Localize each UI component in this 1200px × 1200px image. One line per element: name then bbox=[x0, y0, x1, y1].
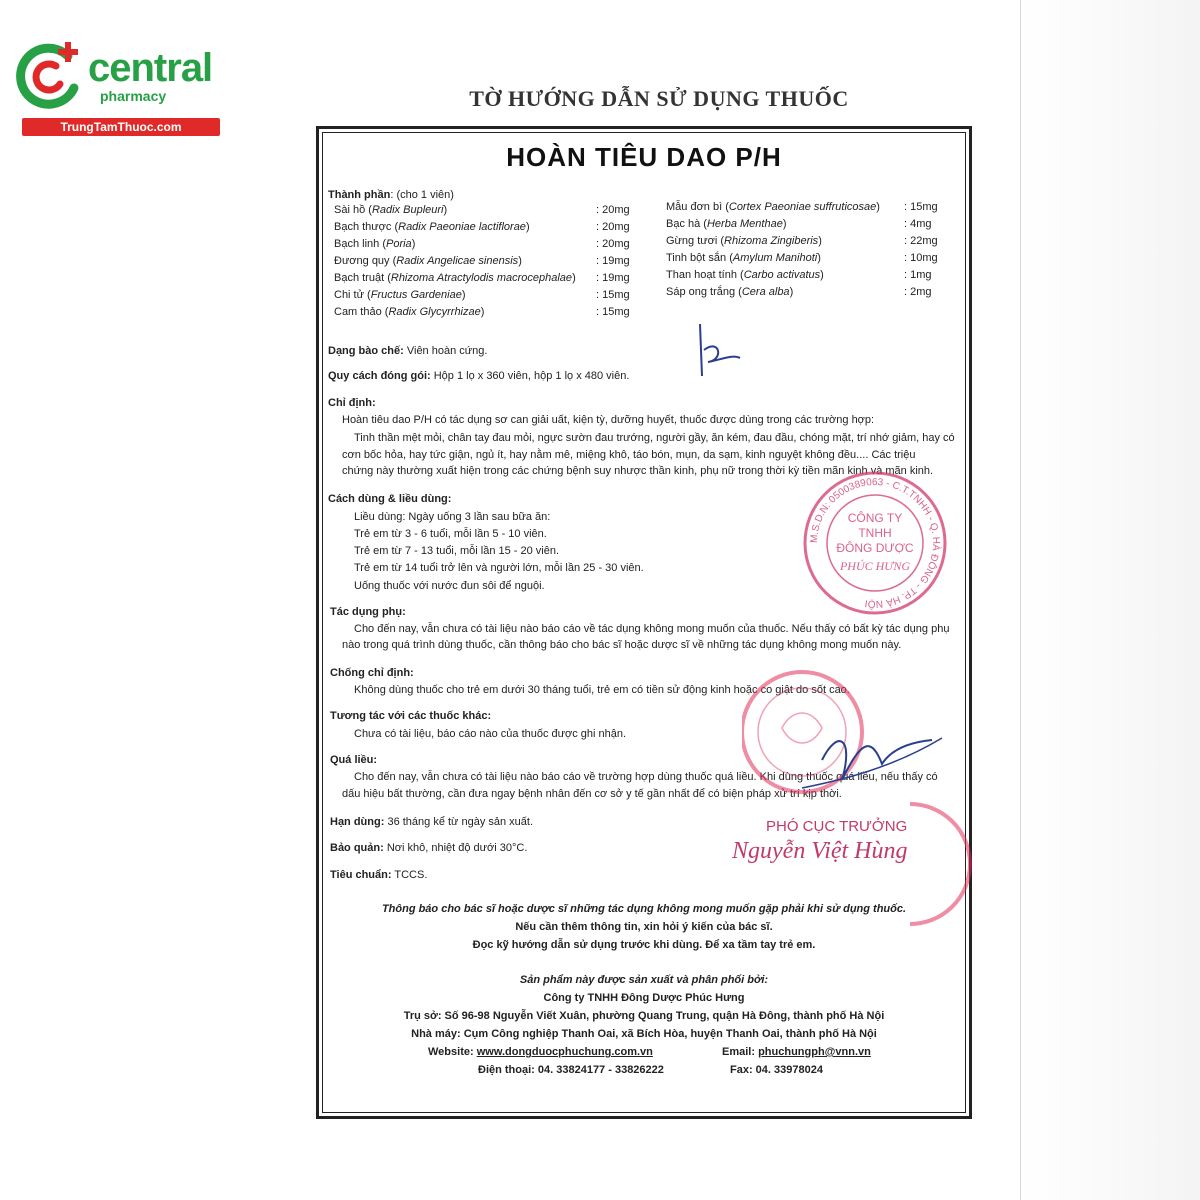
ingredient-row: Tinh bột sắn (Amylum Manihoti) bbox=[666, 252, 821, 264]
dosage-form-label: Dạng bào chế: bbox=[328, 345, 404, 357]
ingredient-name: Cam thảo bbox=[334, 306, 382, 318]
email-row bbox=[722, 1045, 871, 1059]
approval-signature-name: Nguyễn Việt Hùng bbox=[732, 838, 908, 864]
side-effects-line-2: nào trong quá trình dùng thuốc, cần thông báo cho bác sĩ hoặc dược sĩ về những tác dụng không mong muốn này. bbox=[342, 639, 902, 651]
ingredient-row: Gừng tươi (Rhizoma Zingiberis) bbox=[666, 235, 822, 247]
manufacturer-company: Công ty TNHH Đông Dược Phúc Hưng bbox=[543, 992, 745, 1004]
ingredient-row: Bạch truật (Rhizoma Atractylodis macrocephalae) bbox=[334, 272, 576, 284]
usage-item-5: Uống thuốc với nước đun sôi để nguội. bbox=[354, 580, 545, 592]
email-label: Email: bbox=[722, 1046, 756, 1058]
contraindications-label: Chống chỉ định: bbox=[330, 667, 414, 679]
ingredient-latin: Herba Menthae bbox=[706, 218, 783, 230]
phone-text: Điện thoại: 04. 33824177 - 33826222 bbox=[478, 1064, 664, 1076]
usage-item-1: Liều dùng: Ngày uống 3 lần sau bữa ăn: bbox=[354, 511, 551, 523]
ingredient-name: Sáp ong trắng bbox=[666, 286, 736, 298]
brand-name: central bbox=[88, 46, 213, 90]
ingredient-latin: Radix Angelicae sinensis bbox=[396, 255, 519, 267]
initial-mark-icon bbox=[690, 320, 750, 380]
indications-line-4: chứng này thường xuất hiện trong các chứng bệnh suy nhược thần kinh, phụ nữ trong thời kỳ tiền mãn kinh và mãn kinh. bbox=[342, 465, 934, 477]
ingredient-latin: Radix Bupleuri bbox=[371, 204, 444, 216]
ingredient-name: Bạc hà bbox=[666, 218, 701, 230]
composition-label: Thành phần bbox=[328, 189, 391, 201]
ingredient-row: Than hoạt tính (Carbo activatus) bbox=[666, 269, 824, 281]
overdose-label: Quá liều: bbox=[330, 754, 378, 766]
usage-item-2: Trẻ em từ 3 - 6 tuổi, mỗi lần 5 - 10 viên. bbox=[354, 528, 547, 540]
company-stamp bbox=[802, 470, 948, 616]
indications-line-3: cơn bốc hỏa, hay tức giận, ngủ ít, hay nằm mê, miệng khô, táo bón, mụn, da sạm, kinh nguyệt không đều.... Các triệu bbox=[342, 449, 916, 461]
interactions-label: Tương tác với các thuốc khác: bbox=[330, 710, 492, 722]
ingredient-name: Gừng tươi bbox=[666, 235, 718, 247]
ingredient-name: Chi tử bbox=[334, 289, 364, 301]
ingredient-row: Sài hồ (Radix Bupleuri) bbox=[334, 204, 448, 216]
standard-label: Tiêu chuẩn: bbox=[330, 869, 392, 881]
stamp-center-1: CÔNG TY bbox=[847, 511, 903, 525]
ingredient-latin: Radix Glycyrrhizae bbox=[388, 306, 481, 318]
fax-text: Fax: 04. 33978024 bbox=[730, 1064, 823, 1076]
manufacturer-intro: Sản phẩm này được sản xuất và phân phối bởi: bbox=[519, 974, 769, 986]
ingredient-dose: : 20mg bbox=[596, 221, 630, 233]
storage-row bbox=[330, 841, 527, 855]
website-link[interactable]: www.dongduocphuchung.com.vn bbox=[476, 1046, 653, 1058]
ingredient-latin: Cera alba bbox=[741, 286, 790, 298]
indications-line-1: Hoàn tiêu dao P/H có tác dụng sơ can giải uất, kiện tỳ, dưỡng huyết, thuốc được dùng trong các trường hợp: bbox=[342, 414, 875, 426]
packaging-row bbox=[328, 369, 629, 383]
ingredient-latin: Poria bbox=[386, 238, 412, 250]
indications-line-2: Tinh thần mệt mỏi, chân tay đau mỏi, ngực sườn đau trướng, người gầy, ăn kém, đau đầu, chóng mặt, trí nhớ giảm, hay có bbox=[354, 432, 955, 444]
ingredient-dose: : 10mg bbox=[904, 252, 938, 264]
storage-label: Bảo quản: bbox=[330, 842, 384, 854]
notice-line-3: Đọc kỹ hướng dẫn sử dụng trước khi dùng. Để xa tầm tay trẻ em. bbox=[472, 939, 816, 951]
approval-title: PHÓ CỤC TRƯỞNG bbox=[766, 818, 908, 835]
brand-subtitle: pharmacy bbox=[100, 88, 167, 104]
shelf-life-label: Hạn dùng: bbox=[330, 816, 385, 828]
document-title: TỜ HƯỚNG DẪN SỬ DỤNG THUỐC bbox=[469, 86, 849, 111]
side-effects-line-1: Cho đến nay, vẫn chưa có tài liệu nào báo cáo về tác dụng không mong muốn của thuốc. Nếu thấy có bất kỳ tác dụng phụ bbox=[354, 623, 950, 635]
ingredient-row: Bạch linh (Poria) bbox=[334, 238, 416, 250]
ingredient-dose: : 20mg bbox=[596, 204, 630, 216]
ingredient-latin: Fructus Gardeniae bbox=[370, 289, 462, 301]
overdose-line-1: Cho đến nay, vẫn chưa có tài liệu nào báo cáo về trường hợp dùng thuốc quá liều. Khi dùng thuốc quá liều, nếu thấy có bbox=[354, 771, 938, 783]
ingredient-row: Bạc hà (Herba Menthae) bbox=[666, 218, 787, 230]
composition-note: : (cho 1 viên) bbox=[390, 189, 454, 201]
brand-url[interactable]: TrungTamThuoc.com bbox=[22, 118, 220, 136]
interactions-value: Chưa có tài liệu, báo cáo nào của thuốc được ghi nhận. bbox=[354, 728, 627, 740]
standard-value: TCCS. bbox=[394, 869, 428, 881]
product-title: HOÀN TIÊU DAO P/H bbox=[506, 142, 782, 172]
packaging-label: Quy cách đóng gói: bbox=[328, 370, 431, 382]
ingredient-dose: : 2mg bbox=[904, 286, 932, 298]
contraindications-value: Không dùng thuốc cho trẻ em dưới 30 tháng tuổi, trẻ em có tiền sử động kinh hoặc co giật do sốt cao. bbox=[354, 684, 850, 696]
ingredient-row: Sáp ong trắng (Cera alba) bbox=[666, 286, 794, 298]
ingredient-dose: : 19mg bbox=[596, 272, 630, 284]
standard-row bbox=[330, 868, 427, 882]
ingredient-name: Đương quy bbox=[334, 255, 390, 267]
stamp-center-4: PHÚC HƯNG bbox=[839, 559, 911, 573]
shelf-life-row bbox=[330, 815, 533, 829]
ingredient-row: Bạch thược (Radix Paeoniae lactiflorae) bbox=[334, 221, 530, 233]
ingredient-dose: : 22mg bbox=[904, 235, 938, 247]
ingredient-name: Bạch truật bbox=[334, 272, 385, 284]
ingredient-row: Cam thảo (Radix Glycyrrhizae) bbox=[334, 306, 485, 318]
page-edge-line bbox=[1020, 0, 1021, 1200]
ingredient-dose: : 19mg bbox=[596, 255, 630, 267]
ingredient-dose: : 15mg bbox=[596, 289, 630, 301]
website-label: Website: bbox=[428, 1046, 474, 1058]
packaging-value: Hộp 1 lọ x 360 viên, hộp 1 lọ x 480 viên. bbox=[433, 370, 630, 382]
ingredient-row: Chi tử (Fructus Gardeniae) bbox=[334, 289, 466, 301]
approval-seal bbox=[742, 668, 982, 938]
manufacturer-office: Trụ sở: Số 96-98 Nguyễn Viết Xuân, phường Quang Trung, quận Hà Đông, thành phố Hà Nội bbox=[403, 1010, 885, 1022]
stamp-center-2: TNHH bbox=[858, 526, 892, 540]
ingredient-latin: Cortex Paeoniae suffruticosae bbox=[728, 201, 877, 213]
ingredient-dose: : 15mg bbox=[904, 201, 938, 213]
side-effects-label: Tác dụng phụ: bbox=[330, 606, 406, 618]
ingredient-latin: Rhizoma Zingiberis bbox=[724, 235, 819, 247]
ingredient-name: Bạch thược bbox=[334, 221, 392, 233]
ingredient-dose: : 4mg bbox=[904, 218, 932, 230]
stamp-ring-text: M.S.D.N: 0500389063 - C.T.TNHH - Q. HÀ ĐÔNG - TP. HÀ NỘI bbox=[808, 476, 942, 610]
ingredient-name: Tinh bột sắn bbox=[666, 252, 727, 264]
ingredient-name: Mẫu đơn bì bbox=[666, 201, 723, 213]
ingredient-name: Sài hồ bbox=[334, 204, 366, 216]
ingredient-name: Bạch linh bbox=[334, 238, 380, 250]
ingredient-name: Than hoạt tính bbox=[666, 269, 737, 281]
indications-label: Chỉ định: bbox=[328, 397, 376, 409]
dosage-form-value: Viên hoàn cứng. bbox=[406, 345, 488, 357]
stamp-center-3: ĐÔNG DƯỢC bbox=[836, 541, 914, 555]
ingredient-dose: : 20mg bbox=[596, 238, 630, 250]
ingredient-row: Đương quy (Radix Angelicae sinensis) bbox=[334, 255, 522, 267]
ingredient-latin: Carbo activatus bbox=[743, 269, 821, 281]
notice-line-2: Nếu cần thêm thông tin, xin hỏi ý kiến của bác sĩ. bbox=[515, 921, 773, 933]
ingredient-latin: Radix Paeoniae lactiflorae bbox=[398, 221, 526, 233]
shelf-life-value: 36 tháng kể từ ngày sản xuất. bbox=[387, 816, 534, 828]
storage-value: Nơi khô, nhiệt độ dưới 30°C. bbox=[386, 842, 528, 854]
ingredient-dose: : 1mg bbox=[904, 269, 932, 281]
manufacturer-factory: Nhà máy: Cụm Công nghiệp Thanh Oai, xã Bích Hòa, huyện Thanh Oai, thành phố Hà Nội bbox=[411, 1028, 877, 1040]
page-edge-shadow bbox=[1020, 0, 1200, 1200]
overdose-line-2: dấu hiệu bất thường, cần đưa ngay bệnh nhân đến cơ sở y tế gần nhất để có biện pháp xử trí kịp thời. bbox=[342, 788, 842, 800]
ingredient-row: Mẫu đơn bì (Cortex Paeoniae suffruticosae) bbox=[666, 201, 880, 213]
email-link[interactable]: phuchungph@vnn.vn bbox=[758, 1046, 871, 1058]
composition-heading bbox=[328, 188, 454, 202]
usage-label: Cách dùng & liều dùng: bbox=[328, 493, 452, 505]
website-row bbox=[428, 1045, 653, 1059]
usage-item-3: Trẻ em từ 7 - 13 tuổi, mỗi lần 15 - 20 viên. bbox=[354, 545, 560, 557]
ingredient-dose: : 15mg bbox=[596, 306, 630, 318]
notice-line-1: Thông báo cho bác sĩ hoặc dược sĩ những tác dụng không mong muốn gặp phải khi sử dụng thuốc. bbox=[381, 903, 907, 915]
usage-item-4: Trẻ em từ 14 tuổi trở lên và người lớn, mỗi lần 25 - 30 viên. bbox=[354, 562, 644, 574]
ingredient-latin: Amylum Manihoti bbox=[732, 252, 818, 264]
dosage-form-row bbox=[328, 344, 487, 358]
ingredient-latin: Rhizoma Atractylodis macrocephalae bbox=[390, 272, 573, 284]
